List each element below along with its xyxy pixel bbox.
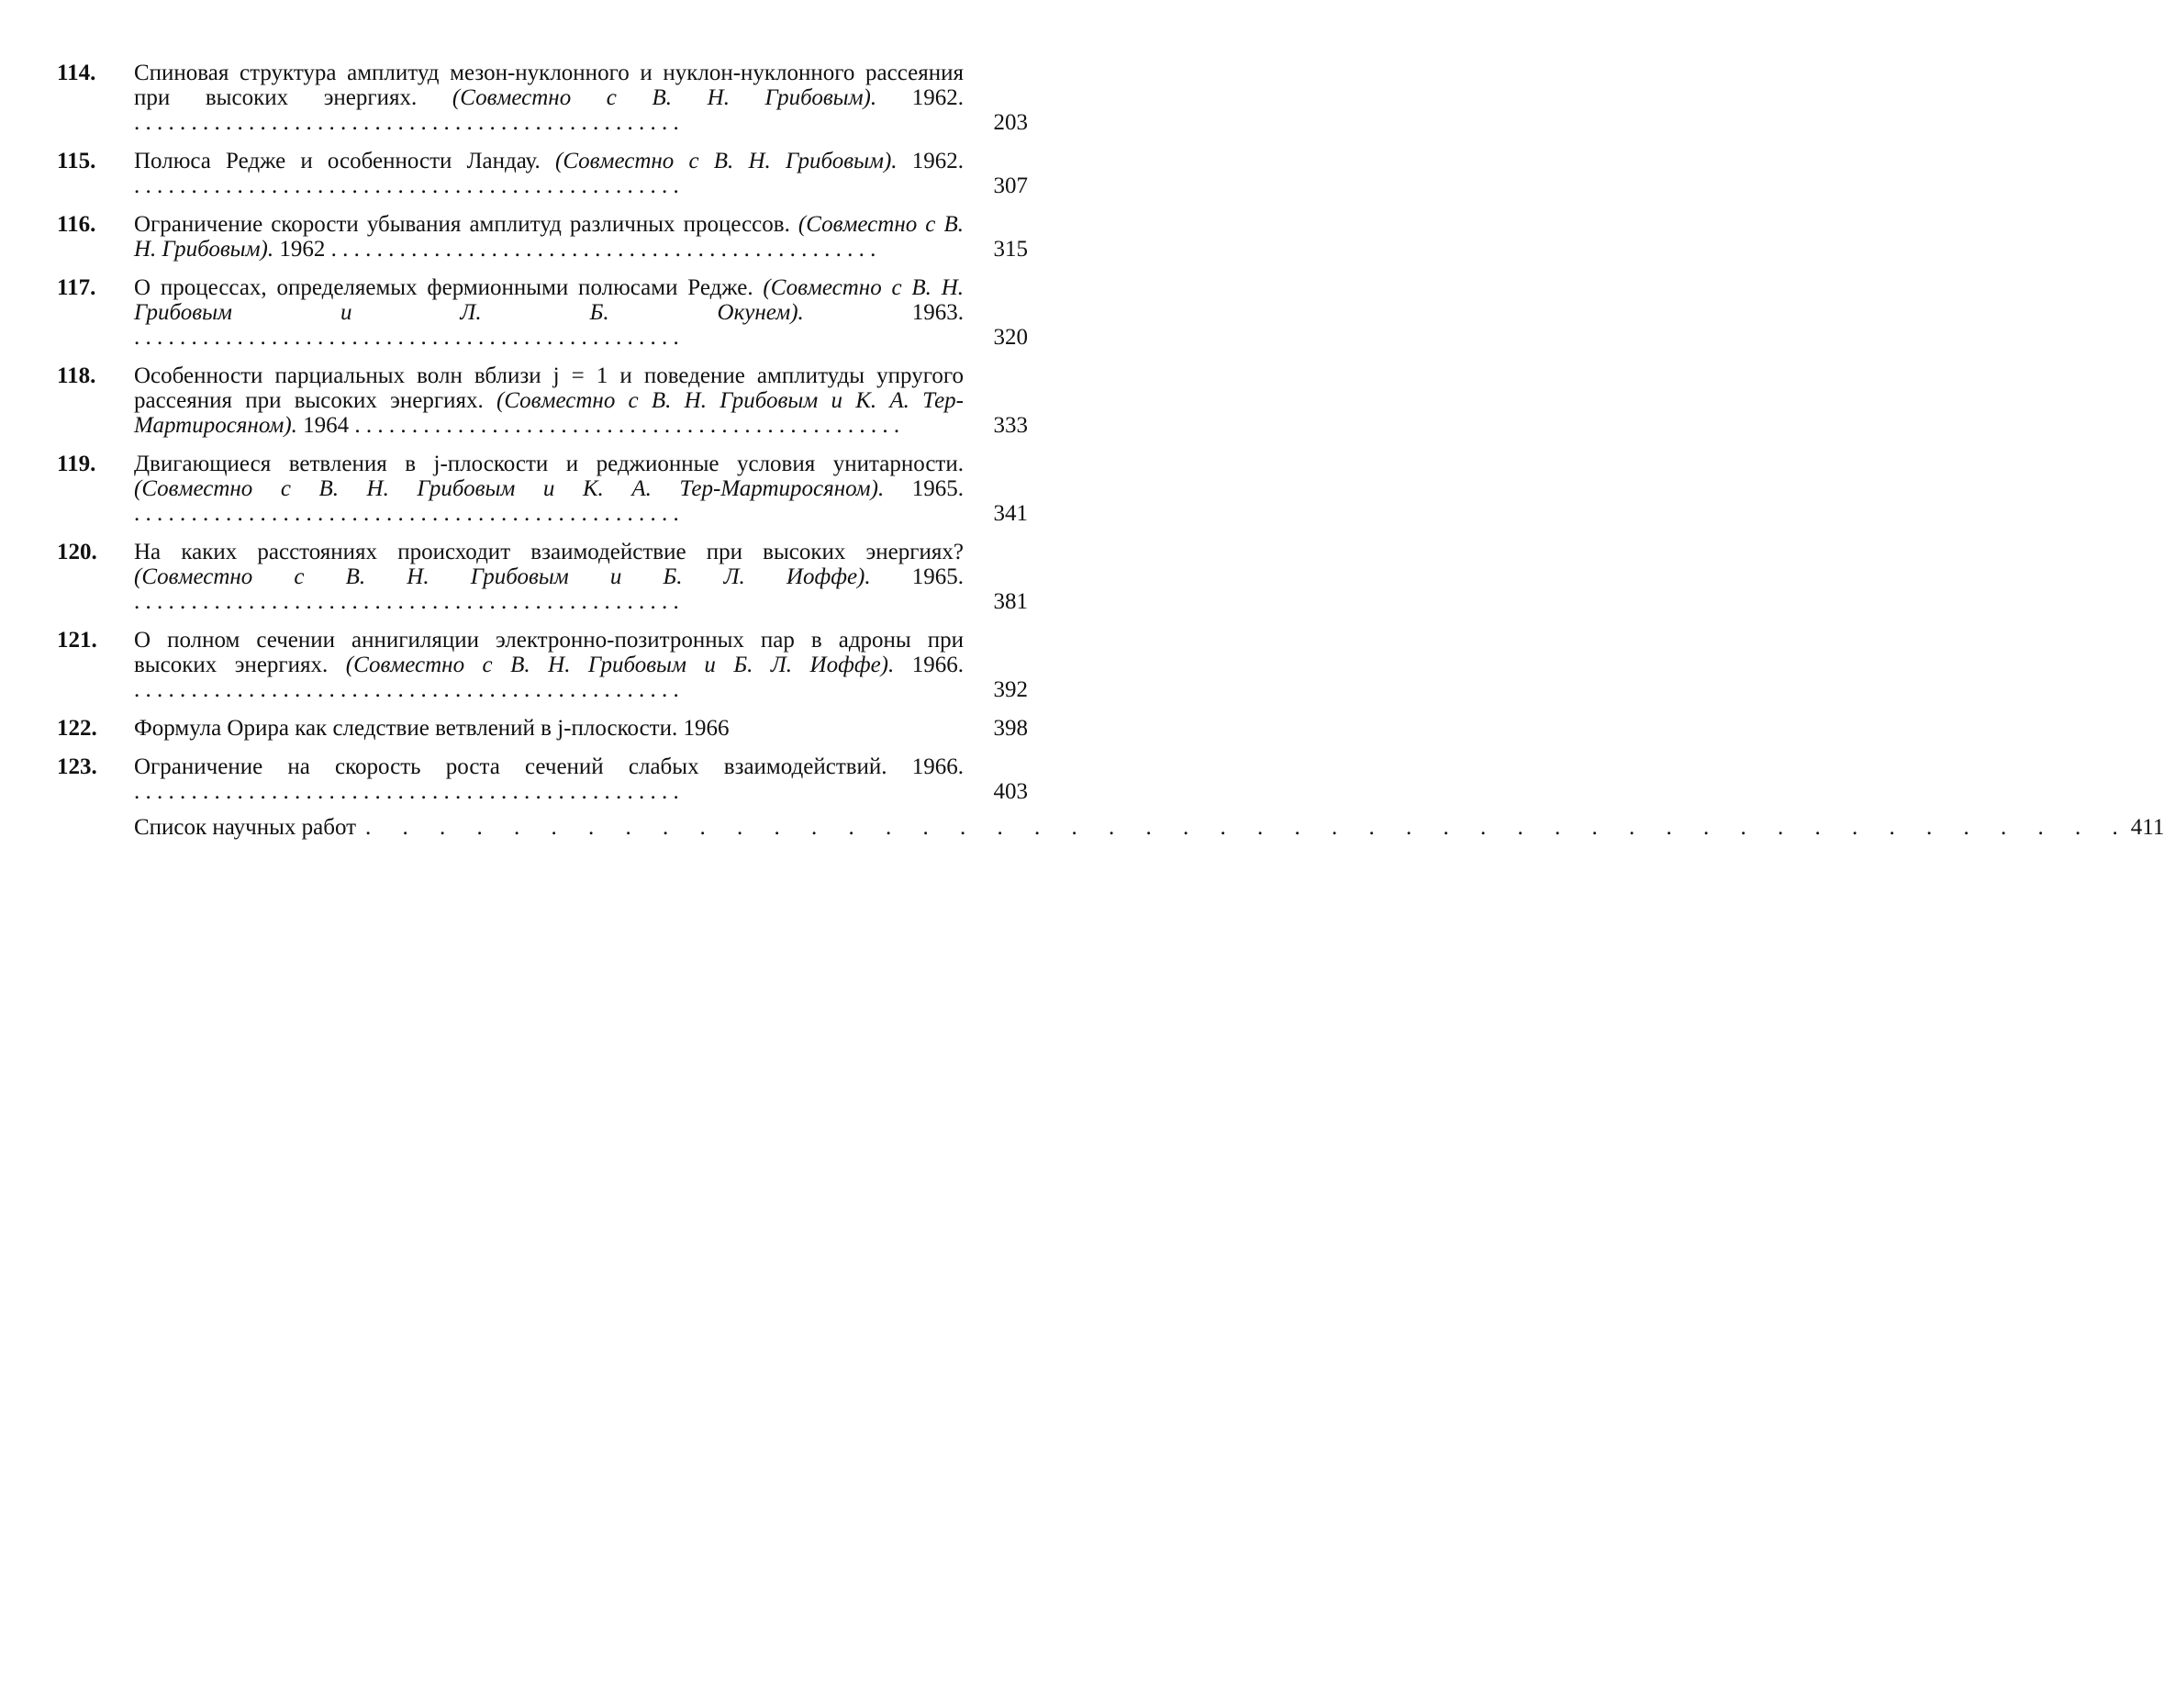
entry-year: 1966.: [911, 653, 964, 677]
entry-year: 1964: [303, 413, 350, 438]
entry-title: [134, 716, 964, 741]
entry-text: Ограничение на скорость роста сечений слабых взаимодействий.: [134, 754, 887, 779]
entry-page-number: 315: [993, 237, 1028, 262]
entry-coauthor-note: (Совместно с В. Н. Грибовым).: [555, 149, 898, 173]
entry-title: [134, 452, 964, 526]
entry-text: Двигающиеся ветвления в j-плоскости и реджионные условия унитарности.: [134, 452, 964, 476]
entry-coauthor-note: (Совместно с В. Н. Грибовым и Б. Л. Иоффе).: [134, 564, 871, 589]
dot-leader: . . . . . . . . . . . . . . . . . . . . . . . . . . . . . . . . . . . . . . . . . . . . . . . .: [330, 237, 876, 262]
entry-coauthor-note: (Совместно с В. Н. Грибовым и Л. Б. Окунем).: [134, 275, 964, 325]
toc-entry[interactable]: [57, 212, 1028, 262]
entry-text: Полюса Редже и особенности Ландау.: [134, 149, 541, 173]
entry-title: [134, 628, 964, 702]
entry-year: 1962.: [911, 85, 964, 110]
entry-page-number: 203: [993, 110, 1028, 135]
dot-leader: . . . . . . . . . . . . . . . . . . . . . . . . . . . . . . . . . . . . . . . . . . . . . . . .: [134, 325, 679, 350]
entry-coauthor-note: (Совместно с В. Н. Грибовым и Б. Л. Иоффе).: [345, 653, 895, 677]
entry-page-number: 398: [993, 716, 1028, 741]
dot-leader: . . . . . . . . . . . . . . . . . . . . . . . . . . . . . . . . . . . . . . . . . . . . . . . .: [134, 677, 679, 702]
toc-entry[interactable]: [57, 363, 1028, 438]
entry-number: 122.: [57, 716, 97, 741]
entry-year: 1965.: [911, 476, 965, 501]
entry-number: 114.: [57, 61, 96, 85]
entry-number: 117.: [57, 275, 96, 300]
entry-number: 121.: [57, 628, 97, 653]
entry-title: [134, 363, 964, 438]
entry-number: 118.: [57, 363, 96, 388]
dot-leader: . . . . . . . . . . . . . . . . . . . . . . . . . . . . . . . . . . . . . . . . . . . . . . . .: [354, 413, 900, 438]
entry-title: [134, 275, 964, 350]
entry-year: 1962: [279, 237, 326, 262]
entry-text: О процессах, определяемых фермионными полюсами Редже.: [134, 275, 753, 300]
toc-entry[interactable]: [57, 628, 1028, 702]
entry-title: [134, 754, 964, 804]
toc-entry[interactable]: [57, 61, 1028, 135]
entry-number: 120.: [57, 540, 97, 564]
entry-title: [134, 212, 964, 262]
dot-leader: . . . . . . . . . . . . . . . . . . . . . . . . . . . . . . . . . . . . . . . . . . . . . . . .: [134, 110, 679, 135]
entry-coauthor-note: (Совместно с В. Н. Грибовым и К. А. Тер-Мартиросяном).: [134, 476, 885, 501]
entry-number: 119.: [57, 452, 96, 476]
entry-number: 123.: [57, 754, 97, 779]
dot-leader: . . . . . . . . . . . . . . . . . . . . . . . . . . . . . . . . . . . . . . . . . . . . . . . .: [134, 173, 679, 198]
toc-entry[interactable]: [57, 754, 1028, 804]
entry-year: 1966.: [911, 754, 965, 779]
entry-title: [134, 149, 964, 198]
dot-leader: . . . . . . . . . . . . . . . . . . . . . . . . . . . . . . . . . . . . . . . . . . . . . . . .: [134, 779, 679, 804]
toc-entry[interactable]: [57, 716, 1028, 741]
dot-leader: . . . . . . . . . . . . . . . . . . . . . . . . . . . . . . . . . . . . . . . . . . . . . . . .: [134, 589, 679, 614]
toc-entry-bibliography[interactable]: [134, 815, 2164, 840]
entry-title: [134, 61, 964, 135]
entry-page-number: 333: [993, 413, 1028, 438]
entry-text: О полном сечении аннигиляции электронно-позитронных пар в адроны при высоких энергиях.: [134, 628, 964, 677]
entry-page-number: 392: [993, 677, 1028, 702]
entry-year: 1962.: [911, 149, 964, 173]
entry-text: На каких расстояниях происходит взаимодействие при высоких энергиях?: [134, 540, 964, 564]
bibliography-label: Список научных работ: [134, 815, 357, 840]
entry-year: 1965.: [911, 564, 964, 589]
dot-leader: . . . . . . . . . . . . . . . . . . . . . . . . . . . . . . . . . . . . . . . . . . . . . . . .: [365, 815, 2131, 840]
entry-text: Особенности парциальных волн вблизи j = 1 и поведение амплитуды упругого рассеяния при высоких энергиях.: [134, 363, 964, 413]
entry-title: [134, 540, 964, 614]
toc-entry[interactable]: [57, 275, 1028, 350]
dot-leader: . . . . . . . . . . . . . . . . . . . . . . . . . . . . . . . . . . . . . . . . . . . . . . . .: [134, 501, 679, 526]
entry-text: Ограничение скорости убывания амплитуд различных процессов.: [134, 212, 790, 237]
toc-entry[interactable]: [57, 540, 1028, 614]
entry-number: 115.: [57, 149, 96, 173]
entry-number: 116.: [57, 212, 96, 237]
table-of-contents: [57, 61, 1028, 818]
entry-coauthor-note: (Совместно с В. Н. Грибовым).: [134, 212, 965, 262]
entry-page-number: 403: [993, 779, 1028, 804]
entry-page-number: 320: [993, 325, 1028, 350]
entry-page-number: 411: [2130, 815, 2164, 840]
entry-year: 1963.: [911, 300, 965, 325]
entry-page-number: 381: [993, 589, 1028, 614]
entry-year: 1966: [683, 716, 730, 741]
toc-entry[interactable]: [57, 452, 1028, 526]
entry-page-number: 341: [993, 501, 1028, 526]
entry-text: Формула Орира как следствие ветвлений в j-плоскости.: [134, 716, 678, 741]
entry-text: Спиновая структура амплитуд мезон-нуклонного и нуклон-нуклонного рассеяния при высоких энергиях.: [134, 61, 964, 110]
entry-page-number: 307: [993, 173, 1028, 198]
entry-coauthor-note: (Совместно с В. Н. Грибовым и К. А. Тер-Мартиросяном).: [134, 388, 965, 438]
entry-coauthor-note: (Совместно с В. Н. Грибовым).: [452, 85, 877, 110]
toc-entry[interactable]: [57, 149, 1028, 198]
